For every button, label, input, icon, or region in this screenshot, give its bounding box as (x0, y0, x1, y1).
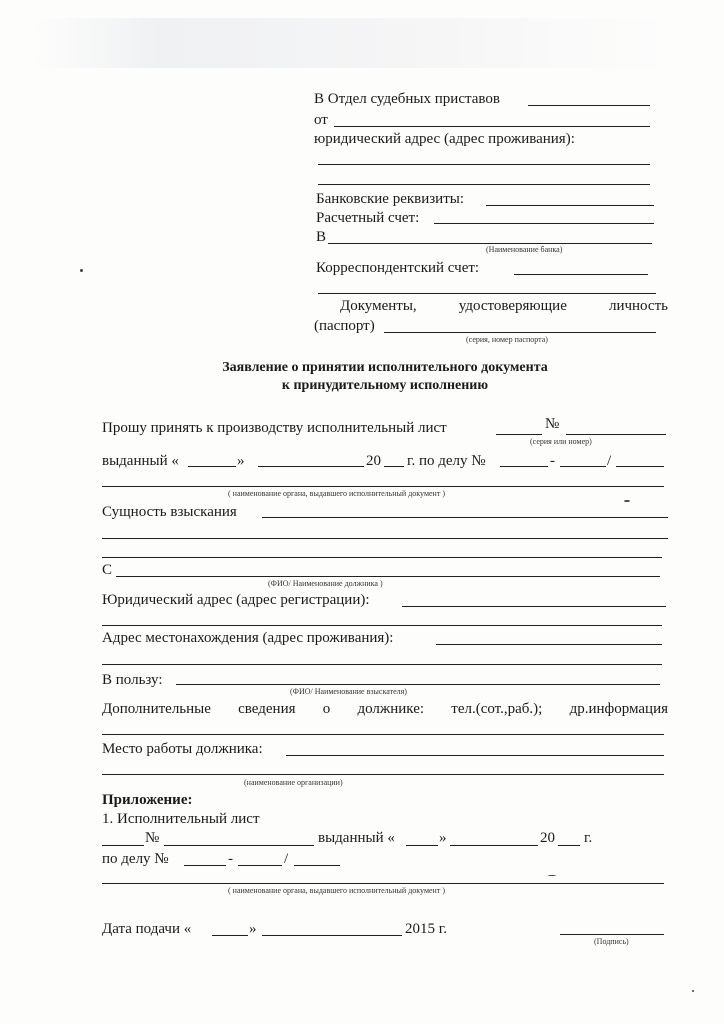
case-slash: / (607, 453, 612, 469)
additional-word-4: должнике: (357, 701, 425, 717)
account-field[interactable] (434, 223, 654, 224)
location-field-1[interactable] (436, 644, 662, 645)
writ-series-field[interactable] (496, 434, 542, 435)
appendix-issued-label: выданный « (318, 830, 395, 846)
appendix-number-field[interactable] (164, 845, 314, 846)
appendix-case-dash: - (228, 851, 233, 867)
workplace-field-2[interactable] (102, 774, 664, 775)
issued-year-prefix: 20 (366, 453, 381, 469)
bank-name-field[interactable] (328, 243, 652, 244)
appendix-year-suffix: г. (584, 830, 593, 846)
debtor-field[interactable] (116, 576, 660, 577)
debtor-c-label: С (102, 562, 113, 578)
in-favor-label: В пользу: (102, 672, 163, 688)
scan-speck (548, 875, 556, 876)
issued-close-quote: » (237, 453, 245, 469)
department-field[interactable] (528, 105, 650, 106)
appendix-case-3-field[interactable] (294, 865, 340, 866)
signature-field[interactable] (560, 934, 664, 935)
additional-info-field[interactable] (102, 734, 664, 735)
org-caption: (наименование организации) (244, 778, 343, 787)
scan-speck (692, 990, 694, 992)
appendix-year-prefix: 20 (540, 830, 555, 846)
passport-label: (паспорт) (314, 318, 375, 334)
appendix-number-sign: № (145, 830, 160, 846)
essence-field-3[interactable] (102, 557, 662, 558)
submission-day-field[interactable] (212, 935, 248, 936)
from-label: от (314, 112, 328, 128)
account-label: Расчетный счет: (316, 210, 420, 226)
corr-account-label: Корреспондентский счет: (316, 260, 480, 276)
additional-info-row (102, 700, 668, 718)
scan-speck (80, 269, 83, 272)
location-label: Адрес местонахождения (адрес проживания): (102, 630, 394, 646)
appendix-series-field[interactable] (102, 845, 144, 846)
workplace-field-1[interactable] (286, 755, 664, 756)
documents-label-row (340, 297, 668, 315)
submission-date-close: » (249, 921, 257, 937)
debtor-caption: (ФИО/ Наименование должника ) (268, 579, 383, 588)
appendix-case-2-field[interactable] (238, 865, 282, 866)
appendix-case-slash: / (284, 851, 289, 867)
reg-address-field-2[interactable] (102, 625, 662, 626)
issued-label: выданный « (102, 453, 179, 469)
appendix-month-field[interactable] (450, 845, 538, 846)
passport-field[interactable] (384, 332, 656, 333)
document-title-line2: к принудительному исполнению (281, 378, 489, 393)
issued-year-field[interactable] (384, 466, 404, 467)
case-dash: - (550, 453, 555, 469)
bank-in-label: В (316, 229, 327, 245)
case-part-3-field[interactable] (616, 466, 664, 467)
case-part-2-field[interactable] (560, 466, 606, 467)
appendix-case-1-field[interactable] (184, 865, 226, 866)
reg-address-field-1[interactable] (402, 606, 666, 607)
appendix-issuer-caption: ( наименование органа, выдавшего исполнительный документ ) (228, 886, 445, 895)
document-title-line1: Заявление о принятии исполнительного документа (222, 360, 548, 375)
series-caption: (серия или номер) (530, 437, 592, 446)
essence-field-2[interactable] (102, 538, 668, 539)
issued-day-field[interactable] (188, 466, 236, 467)
legal-address-label: юридический адрес (адрес проживания): (314, 131, 575, 147)
appendix-issuer-field[interactable] (102, 883, 664, 884)
additional-word-1: Дополнительные (102, 701, 211, 717)
scan-speck (624, 500, 630, 502)
signature-caption: (Подпись) (594, 937, 629, 946)
submission-date-label: Дата подачи « (102, 921, 192, 937)
case-label: г. по делу № (407, 453, 486, 469)
case-part-1-field[interactable] (500, 466, 548, 467)
appendix-heading: Приложение: (102, 792, 193, 808)
essence-field-1[interactable] (262, 517, 668, 518)
appendix-case-label: по делу № (102, 851, 169, 867)
passport-caption: (серия, номер паспорта) (466, 335, 548, 344)
bank-details-field[interactable] (486, 205, 654, 206)
bank-name-caption: (Наименование банка) (486, 245, 563, 254)
issuer-field[interactable] (102, 486, 664, 487)
documents-word-2: удостоверяющие (458, 298, 567, 314)
essence-label: Сущность взыскания (102, 504, 237, 520)
additional-word-6: др.информация (569, 701, 668, 717)
issued-month-field[interactable] (258, 466, 364, 467)
writ-number-field[interactable] (566, 434, 666, 435)
request-label: Прошу принять к производству исполнительный лист (102, 420, 447, 436)
documents-word-1: Документы, (340, 298, 417, 314)
appendix-item-1: 1. Исполнительный лист (102, 811, 260, 827)
from-field[interactable] (334, 126, 650, 127)
creditor-field[interactable] (176, 684, 660, 685)
appendix-year-field[interactable] (558, 845, 580, 846)
corr-account-field[interactable] (514, 274, 648, 275)
workplace-label: Место работы должника: (102, 741, 263, 757)
creditor-caption: (ФИО/ Наименование взыскателя) (290, 687, 407, 696)
reg-address-label: Юридический адрес (адрес регистрации): (102, 592, 370, 608)
address-field-2[interactable] (318, 184, 650, 185)
scan-smudge (30, 18, 670, 68)
to-department-label: В Отдел судебных приставов (314, 91, 500, 107)
additional-word-2: сведения (238, 701, 296, 717)
submission-year: 2015 г. (405, 921, 447, 937)
address-field-1[interactable] (318, 164, 650, 165)
corr-account-field-2[interactable] (318, 293, 656, 294)
additional-word-5: тел.(сот.,раб.); (451, 701, 543, 717)
bank-details-label: Банковские реквизиты: (316, 191, 465, 207)
issuer-caption: ( наименование органа, выдавшего исполнительный документ ) (228, 489, 445, 498)
appendix-day-field[interactable] (406, 845, 438, 846)
appendix-issued-close: » (439, 830, 447, 846)
documents-word-3: личность (608, 298, 668, 314)
additional-word-3: о (322, 701, 331, 717)
location-field-2[interactable] (102, 664, 662, 665)
number-sign: № (545, 416, 560, 432)
submission-month-field[interactable] (262, 935, 402, 936)
